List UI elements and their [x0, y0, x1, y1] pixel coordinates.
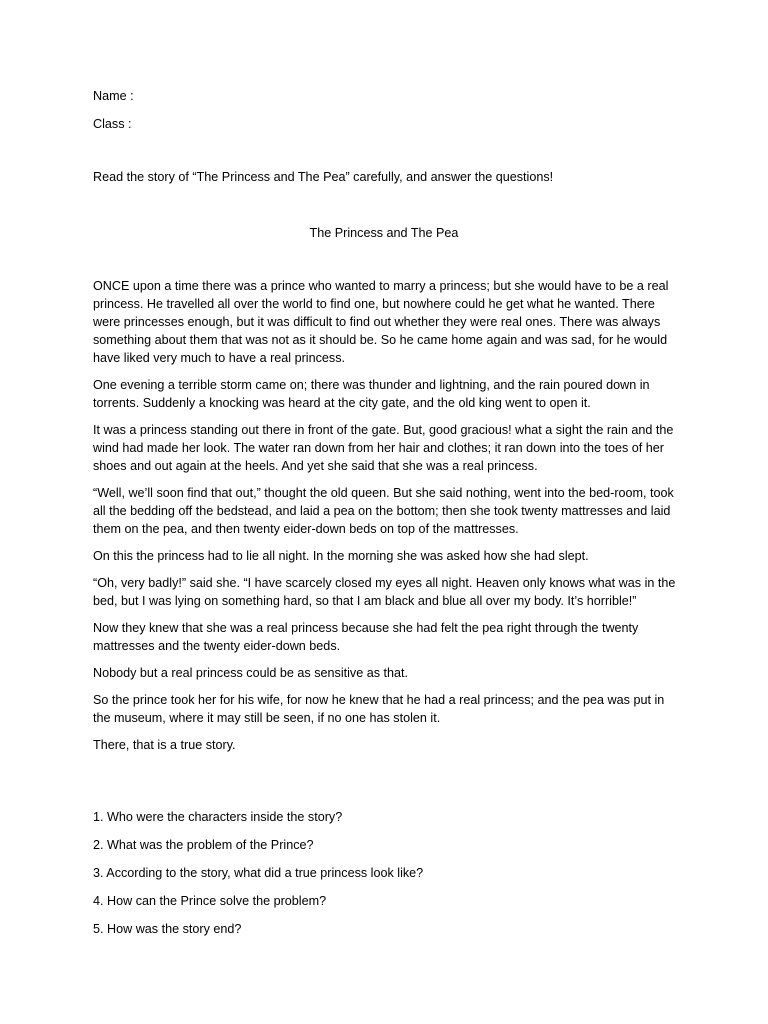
story-paragraph: It was a princess standing out there in front of the gate. But, good gracious! what a sight the rain and the wind had made her look. The water ran down from her hair and clothes; it ran down into the toes of her shoes and out again at the heels. And yet she said that she was a real princess. — [93, 423, 674, 473]
question-item: 1. Who were the characters inside the story? — [93, 810, 343, 824]
story-paragraph: Now they knew that she was a real princess because she had felt the pea right through the twenty mattresses and the twenty eider-down beds. — [93, 621, 639, 653]
class-label: Class : — [93, 117, 132, 131]
story-paragraph: “Oh, very badly!” said she. “I have scarcely closed my eyes all night. Heaven only knows what was in the bed, but I was lying on something hard, so that I am black and blue all over my body. It’s horrible!” — [93, 576, 676, 608]
story-paragraph: Nobody but a real princess could be as sensitive as that. — [93, 666, 409, 680]
question-list — [93, 808, 681, 948]
story-paragraph: On this the princess had to lie all night. In the morning she was asked how she had slept. — [93, 549, 589, 563]
instruction-text: Read the story of “The Princess and The Pea” carefully, and answer the questions! — [93, 170, 554, 184]
question-item: 4. How can the Prince solve the problem? — [93, 894, 327, 908]
story-paragraph: There, that is a true story. — [93, 738, 236, 752]
question-item: 2. What was the problem of the Prince? — [93, 838, 314, 852]
story-title: The Princess and The Pea — [309, 226, 459, 240]
story-paragraph: One evening a terrible storm came on; there was thunder and lightning, and the rain poured down in torrents. Suddenly a knocking was heard at the city gate, and the old king went to open it. — [93, 378, 650, 410]
question-item: 5. How was the story end? — [93, 922, 242, 936]
name-label: Name : — [93, 89, 134, 103]
question-item: 3. According to the story, what did a true princess look like? — [93, 866, 424, 880]
story-paragraph: So the prince took her for his wife, for now he knew that he had a real princess; and the pea was put in the museum, where it may still be seen, if no one has stolen it. — [93, 693, 665, 725]
story-paragraph: ONCE upon a time there was a prince who wanted to marry a princess; but she would have to be a real princess. He travelled all over the world to find one, but nowhere could he get what he wanted. There were princesses enough, but it was difficult to find out whether they were real ones. There was always something about them that was not as it should be. So he came home again and was sad, for he would have liked very much to have a real princess. — [93, 279, 669, 365]
story-body — [93, 277, 681, 763]
story-paragraph: “Well, we’ll soon find that out,” thought the old queen. But she said nothing, went into the bed-room, took all the bedding off the bedstead, and laid a pea on the bottom; then she took twenty mattresses and laid them on the pea, and then twenty eider-down beds on top of the mattresses. — [93, 486, 674, 536]
